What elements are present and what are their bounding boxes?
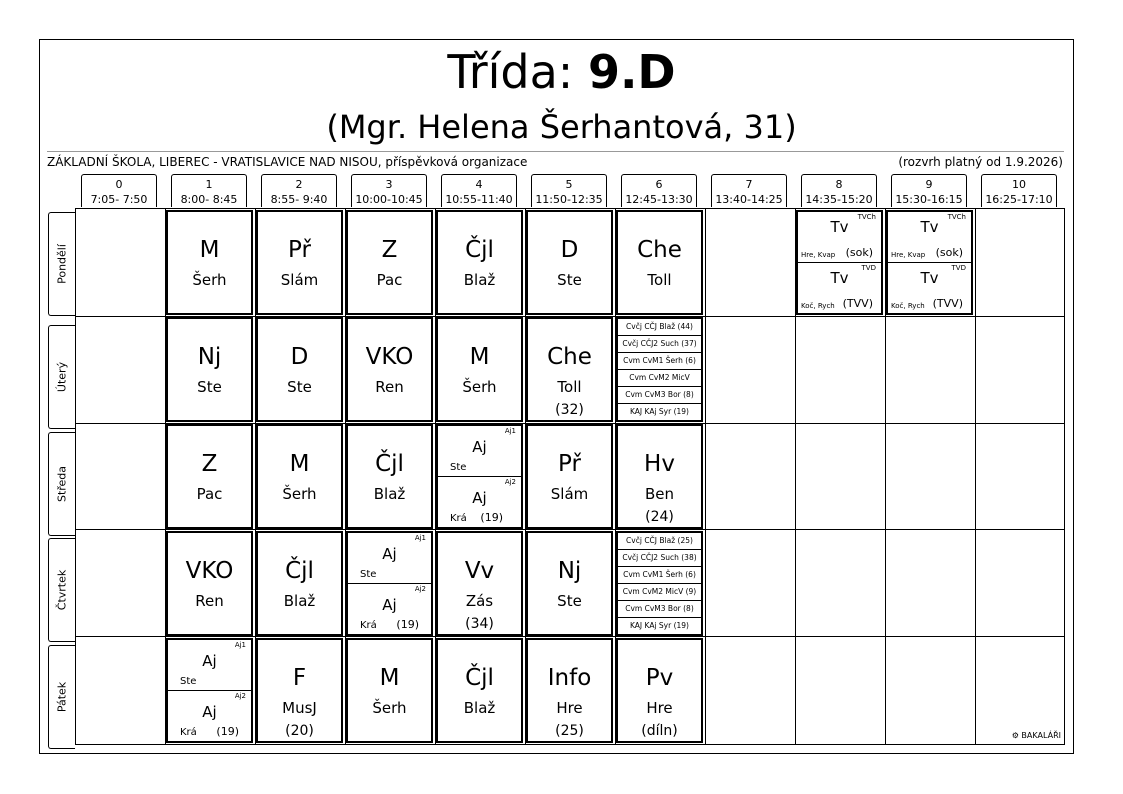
period-header: 4 10:55-11:40 bbox=[441, 174, 517, 207]
period-header: 5 11:50-12:35 bbox=[531, 174, 607, 207]
group-lesson: KAJ KAj Syr (19) bbox=[630, 621, 689, 630]
group-lesson: Cvm CvM3 Bor (8) bbox=[618, 601, 701, 618]
period-header: 9 15:30-16:15 bbox=[891, 174, 967, 207]
group-lesson: Cvčj CČJ2 Such (38) bbox=[618, 550, 701, 567]
period-header: 1 8:00- 8:45 bbox=[171, 174, 247, 207]
multi-group-cell bbox=[616, 531, 703, 636]
group-lesson: Cvčj CČJ Blaž (44) bbox=[618, 319, 701, 336]
period-header: 10 16:25-17:10 bbox=[981, 174, 1057, 207]
gear-icon: ⚙ bbox=[1011, 731, 1019, 740]
lesson-cell: Nj Ste bbox=[166, 317, 253, 422]
brand-logo: ⚙ BAKALÁŘI bbox=[1011, 731, 1061, 740]
group-lesson: Cvm CvM2 MicV bbox=[618, 370, 701, 387]
lesson-cell: Z Pac bbox=[346, 210, 433, 315]
lesson-cell: Vv Zás (34) bbox=[436, 531, 523, 636]
period-header: 7 13:40-14:25 bbox=[711, 174, 787, 207]
split-lesson-cell bbox=[346, 531, 433, 636]
lesson-cell: Che Toll (32) bbox=[526, 317, 613, 422]
lesson-cell: M Šerh bbox=[166, 210, 253, 315]
period-header: 2 8:55- 9:40 bbox=[261, 174, 337, 207]
schedule-validity: (rozvrh platný od 1.9.2026) bbox=[898, 155, 1063, 169]
lesson-cell: Nj Ste bbox=[526, 531, 613, 636]
lesson-cell: Př Slám bbox=[256, 210, 343, 315]
lesson-cell: Che Toll bbox=[616, 210, 703, 315]
lesson-cell: Čjl Blaž bbox=[436, 210, 523, 315]
lesson-cell: Čjl Blaž bbox=[256, 531, 343, 636]
group-lesson: TVD Tv Koč, Rych (TVV) bbox=[891, 263, 966, 310]
lesson-cell: D Ste bbox=[256, 317, 343, 422]
group-lesson: Cvm CvM3 Bor (8) bbox=[618, 387, 701, 404]
lesson-cell: VKO Ren bbox=[346, 317, 433, 422]
group-lesson: Aj1 Aj Ste bbox=[348, 533, 431, 584]
lesson-cell: Pv Hre (díln) bbox=[616, 638, 703, 743]
group-lesson: Aj2 Aj Krá (19) bbox=[180, 691, 246, 738]
lesson-cell: F MusJ (20) bbox=[256, 638, 343, 743]
day-label-thursday: Čtvrtek bbox=[48, 538, 75, 642]
group-lesson: Cvm CvM2 MicV (9) bbox=[618, 584, 701, 601]
lesson-cell: Info Hre (25) bbox=[526, 638, 613, 743]
period-header: 0 7:05- 7:50 bbox=[81, 174, 157, 207]
divider bbox=[47, 151, 1064, 152]
group-lesson: Cvm CvM1 Šerh (6) bbox=[618, 353, 701, 370]
lesson-cell: D Ste bbox=[526, 210, 613, 315]
group-lesson: Aj1 Aj Ste bbox=[438, 426, 521, 477]
class-teacher: (Mgr. Helena Šerhantová, 31) bbox=[326, 108, 797, 146]
day-label-wednesday: Středa bbox=[48, 432, 75, 536]
lesson-cell: VKO Ren bbox=[166, 531, 253, 636]
split-lesson-cell bbox=[166, 638, 253, 743]
group-lesson: Cvm CvM1 Šerh (6) bbox=[618, 567, 701, 584]
group-lesson: TVD Tv Koč, Rych (TVV) bbox=[801, 263, 876, 310]
school-name: ZÁKLADNÍ ŠKOLA, LIBEREC - VRATISLAVICE NAD NISOU, příspěvková organizace bbox=[47, 155, 528, 169]
group-lesson: KAJ KAj Syr (19) bbox=[630, 407, 689, 416]
split-lesson-cell bbox=[436, 424, 523, 529]
page-title: Třída: 9.D bbox=[447, 45, 676, 99]
group-lesson: TVCh Tv Hre, Kvap (sok) bbox=[798, 212, 881, 263]
lesson-cell: Čjl Blaž bbox=[436, 638, 523, 743]
day-label-tuesday: Úterý bbox=[48, 325, 75, 429]
group-lesson: Cvčj CČJ2 Such (37) bbox=[618, 336, 701, 353]
day-label-monday: Pondělí bbox=[48, 212, 75, 316]
split-lesson-cell bbox=[796, 210, 883, 315]
period-header: 8 14:35-15:20 bbox=[801, 174, 877, 207]
lesson-cell: Př Slám bbox=[526, 424, 613, 529]
lesson-cell: M Šerh bbox=[256, 424, 343, 529]
group-lesson: TVCh Tv Hre, Kvap (sok) bbox=[888, 212, 971, 263]
group-lesson: Aj2 Aj Krá (19) bbox=[450, 477, 516, 524]
day-label-friday: Pátek bbox=[48, 645, 75, 749]
group-lesson: Cvčj CČJ Blaž (25) bbox=[618, 533, 701, 550]
group-lesson: Aj1 Aj Ste bbox=[168, 640, 251, 691]
lesson-cell: M Šerh bbox=[436, 317, 523, 422]
lesson-cell: Čjl Blaž bbox=[346, 424, 433, 529]
period-header: 6 12:45-13:30 bbox=[621, 174, 697, 207]
lesson-cell: Hv Ben (24) bbox=[616, 424, 703, 529]
split-lesson-cell bbox=[886, 210, 973, 315]
lesson-cell: Z Pac bbox=[166, 424, 253, 529]
group-lesson: Aj2 Aj Krá (19) bbox=[360, 584, 426, 631]
lesson-cell: M Šerh bbox=[346, 638, 433, 743]
multi-group-cell bbox=[616, 317, 703, 422]
period-header: 3 10:00-10:45 bbox=[351, 174, 427, 207]
